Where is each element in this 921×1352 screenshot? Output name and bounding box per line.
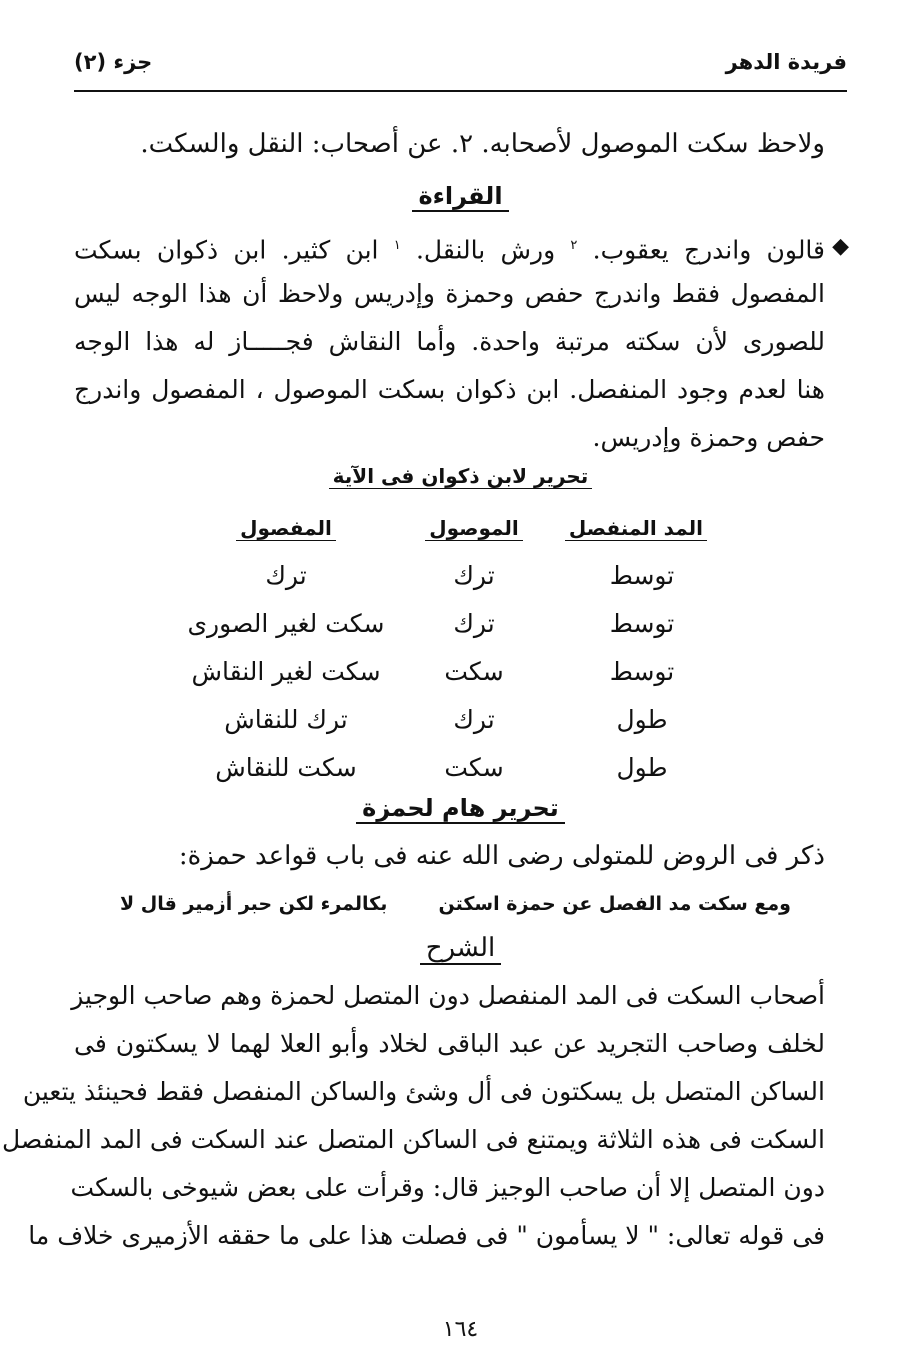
- reading-heading-text: القراءة: [412, 182, 508, 212]
- running-head: [74, 42, 847, 82]
- paragraph-line: المفصول فقط واندرج حفص وحمزة وإدريس ولاحظ أن هذا الوجه ليس: [74, 279, 825, 308]
- table-cell: سكت: [444, 753, 504, 782]
- paragraph-line: لخلف وصاحب التجريد عن عبد الباقى لخلاد وأبو العلا لهما لا يسكتون فى: [74, 1029, 825, 1058]
- table-cell: ترك: [453, 609, 495, 638]
- table-cell: توسط: [609, 657, 675, 686]
- paragraph-line: هنا لعدم وجود المنفصل. ابن ذكوان بسكت الموصول ، المفصول واندرج: [74, 375, 825, 404]
- column-header: المفصول: [171, 506, 401, 550]
- table-row: [0, 602, 921, 650]
- table-cell: سكت: [444, 657, 504, 686]
- hamza-heading: [0, 790, 921, 826]
- page-number: ١٦٤: [442, 1317, 479, 1342]
- reading-paragraph: [74, 222, 825, 462]
- commentary-heading: [0, 930, 921, 966]
- poem-verse: [120, 884, 791, 924]
- hamza-heading-text: تحرير هام لحمزة: [356, 794, 565, 824]
- table-cell: توسط: [609, 609, 675, 638]
- diamond-bullet-icon: ◆: [832, 234, 849, 259]
- intro-line: ولاحظ سكت الموصول لأصحابه. ٢. عن أصحاب: النقل والسكت.: [140, 129, 825, 159]
- table-cell: سكت لغير النقاش: [191, 657, 381, 686]
- table-cell: ترك: [265, 561, 307, 590]
- table-header-row: [0, 506, 921, 554]
- table-cell: طول: [616, 705, 668, 734]
- paragraph-line: للصورى لأن سكته مرتبة واحدة. وأما النقاش فجـــــاز له هذا الوجه: [74, 327, 825, 356]
- table-cell: توسط: [609, 561, 675, 590]
- reading-heading: [0, 178, 921, 214]
- paragraph-line: فى قوله تعالى: " لا يسأمون " فى فصلت هذا على ما حققه الأزميرى خلاف ما: [28, 1221, 825, 1250]
- table-cell: ترك: [453, 561, 495, 590]
- paragraph-line: حفص وحمزة وإدريس.: [592, 423, 825, 452]
- table-row: [0, 650, 921, 698]
- part-label: جزء (٢): [74, 50, 153, 74]
- table-cell: سكت لغير الصورى: [187, 609, 385, 638]
- paragraph-line: دون المتصل إلا أن صاحب الوجيز قال: وقرأت على بعض شيوخى بالسكت: [70, 1173, 825, 1202]
- table-cell: طول: [616, 753, 668, 782]
- verse-first-hemistich: ومع سكت مد الفصل عن حمزة اسكتن: [438, 893, 791, 915]
- book-title: فريدة الدهر: [725, 50, 847, 74]
- table-row: [0, 746, 921, 794]
- paragraph-line: قالون واندرج يعقوب. $^٢$ ورش بالنقل. $^١$ ابن كثير. ابن ذكوان بسكت: [74, 235, 825, 265]
- paragraph-line: الساكن المتصل بل يسكتون فى أل وشئ والساكن المنفصل فقط فحينئذ يتعين: [22, 1077, 825, 1106]
- table-cell: ترك: [453, 705, 495, 734]
- commentary-paragraph: [2, 972, 825, 1260]
- header-rule: [74, 90, 847, 92]
- table-row: [0, 554, 921, 602]
- column-header: المد المنفصل: [577, 506, 707, 550]
- footnote-marker: ١: [393, 238, 401, 253]
- table-title: تحرير لابن ذكوان فى الآية: [0, 460, 921, 492]
- tahrir-table: [0, 506, 921, 794]
- commentary-heading-text: الشرح: [420, 933, 501, 965]
- verse-second-hemistich: بكالمرء لكن حبر أزمير قال لا: [120, 893, 388, 915]
- footnote-marker: ٢: [570, 238, 578, 253]
- table-cell: سكت للنقاش: [215, 753, 357, 782]
- paragraph-line: أصحاب السكت فى المد المنفصل دون المتصل لحمزة وهم صاحب الوجيز: [71, 981, 825, 1010]
- hamza-intro: ذكر فى الروض للمتولى رضى الله عنه فى باب قواعد حمزة:: [178, 841, 825, 871]
- table-cell: ترك للنقاش: [224, 705, 348, 734]
- table-row: [0, 698, 921, 746]
- paragraph-line: السكت فى هذه الثلاثة ويمتنع فى الساكن المتصل عند السكت فى المد المنفصل: [2, 1125, 825, 1154]
- column-header: الموصول: [419, 506, 529, 550]
